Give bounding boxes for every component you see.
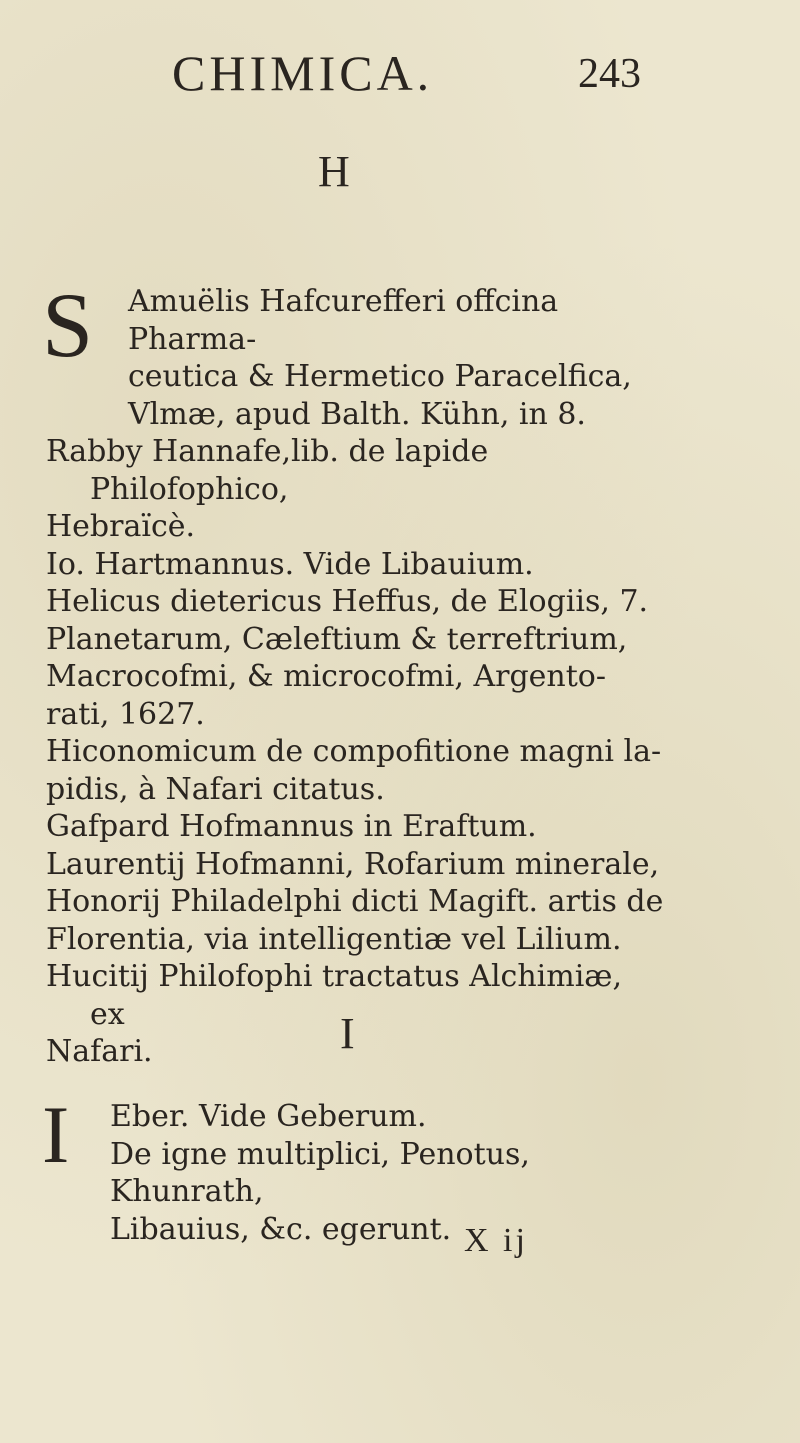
running-title: CHIMICA. [172,45,434,101]
entry-line: rati, 1627. [46,696,205,732]
section-h-entries [42,274,666,1071]
entry-line: Planetarum, Cæleftium & terreftrium, [46,621,628,657]
section-letter-h: H [318,147,350,196]
entry-hiconomicum [46,733,666,808]
section-letter-i: I [340,1009,355,1058]
entry-hucitij [46,958,666,1071]
entry-line: pidis, à Nafari citatus. [46,771,385,807]
signature-mark: X ij [464,1222,528,1259]
entry-line: Hiconomicum de compofitione magni la- [46,734,662,769]
entry-line: Helicus dietericus Heffus, de Elogiis, 7. [46,584,649,619]
entry-gaspard [46,808,666,846]
entry-line: De igne multiplici, Penotus, Khunrath, [110,1136,530,1209]
page-number: 243 [578,51,641,97]
page-header [0,44,800,104]
entry-line: Macrocofmi, & microcofmi, Argento- [46,659,606,694]
entry-line: Florentia, via intelligentiæ vel Lilium. [46,921,622,957]
entry-honorij [46,883,666,958]
entry-line: Laurentij Hofmanni, Rofarium minerale, [46,846,660,882]
entry-line: Honorij Philadelphi dicti Magift. artis de [46,884,664,919]
entry-samuelis [42,274,666,433]
entry-line: Rabby Hannafe,lib. de lapide Philofophico, [46,434,489,507]
entry-line: Amuëlis Hafcurefferi offcina Pharma- [128,284,559,357]
entry-ieber [42,1089,666,1248]
drop-cap-initial: S [42,274,94,376]
entry-rabby [46,433,666,546]
entry-line: Nafari. [46,1034,153,1069]
drop-cap-initial: I [42,1089,70,1180]
entry-hartmannus [46,546,666,584]
entry-line: Hucitij Philofophi tractatus Alchimiæ, ex [46,959,623,1032]
entry-line: Io. Hartmannus. Vide Libauium. [46,546,534,582]
entry-laurentij [46,846,666,884]
entry-helicus [46,583,666,733]
entry-line: Eber. Vide Geberum. [110,1099,427,1134]
entry-line: Hebraïcè. [46,509,196,544]
section-i-entries [42,1089,666,1248]
entry-line: Vlmæ, apud Balth. Kühn, in 8. [128,396,586,432]
entry-line: ceutica & Hermetico Paracelfica, [128,359,632,394]
entry-line: Gafpard Hofmannus in Eraftum. [46,809,537,844]
entry-line: Libauius, &c. egerunt. [110,1211,452,1247]
